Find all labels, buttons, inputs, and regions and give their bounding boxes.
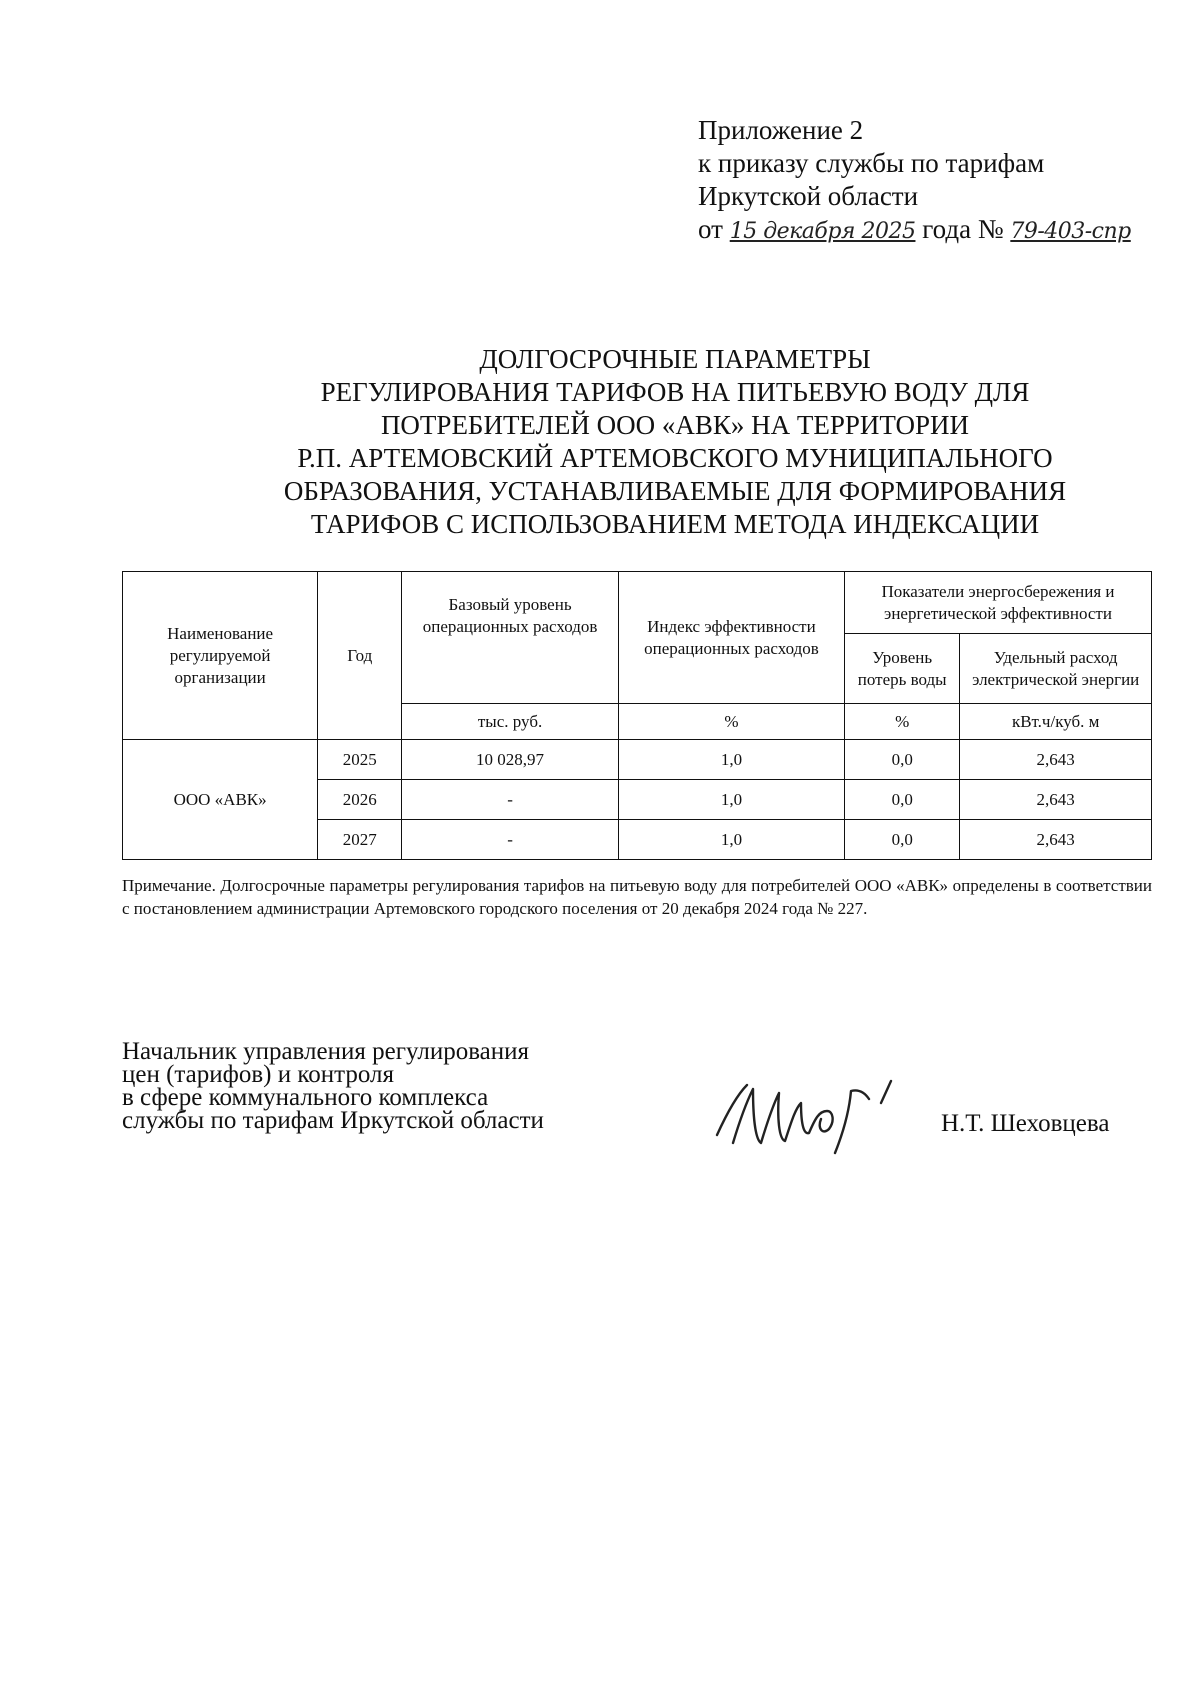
title-line: ДОЛГОСРОЧНЫЕ ПАРАМЕТРЫ [479,344,871,374]
position-line: цен (тарифов) и контроля [122,1061,394,1088]
table-row [123,740,1152,780]
handwritten-date: 15 декабря 2025 [729,219,916,244]
index-cell: 1,0 [618,820,844,860]
org-name-cell: ООО «АВК» [123,740,318,860]
header-base-costs: Базовый уровень операционных расходов [402,572,619,704]
unit-base: тыс. руб. [402,704,619,740]
index-cell: 1,0 [618,740,844,780]
position-line: службы по тарифам Иркутской области [122,1107,544,1134]
title-line: РЕГУЛИРОВАНИЯ ТАРИФОВ НА ПИТЬЕВУЮ ВОДУ ДЛЯ [320,377,1030,407]
header-water-loss: Уровень потерь воды [845,634,960,704]
year-cell: 2027 [318,820,402,860]
appendix-line-1: Приложение 2 [698,115,864,145]
title-line: ОБРАЗОВАНИЯ, УСТАНАВЛИВАЕМЫЕ ДЛЯ ФОРМИРОВАНИЯ [283,476,1067,506]
loss-cell: 0,0 [845,820,960,860]
handwritten-signature [703,1063,923,1163]
year-cell: 2025 [318,740,402,780]
parameters-table [122,571,1152,860]
energy-cell: 2,643 [960,780,1152,820]
base-cell: - [402,820,619,860]
energy-cell: 2,643 [960,740,1152,780]
unit-energy: кВт.ч/куб. м [960,704,1152,740]
table-header-row [123,572,1152,634]
document-title [250,343,1100,541]
date-prefix: от [698,214,723,244]
table-note: Примечание. Долгосрочные параметры регулирования тарифов на питьевую воду для потребителей ООО «АВК» определены в соответствии с постановлением администрации Артемовского городского поселения от 20 декабря 2024 года № 227. [122,876,1152,918]
date-suffix: года № [922,214,1004,244]
position-line: в сфере коммунального комплекса [122,1084,489,1111]
header-org: Наименование регулируемой организации [123,572,318,740]
appendix-line-3: Иркутской области [698,181,919,211]
handwritten-number: 79-403-спр [1010,219,1131,244]
title-line: ПОТРЕБИТЕЛЕЙ ООО «АВК» НА ТЕРРИТОРИИ [380,410,970,440]
title-line: ТАРИФОВ С ИСПОЛЬЗОВАНИЕМ МЕТОДА ИНДЕКСАЦИИ [310,509,1040,539]
signatory-position [122,1040,544,1132]
loss-cell: 0,0 [845,780,960,820]
index-cell: 1,0 [618,780,844,820]
position-line: Начальник управления регулирования [122,1038,530,1065]
energy-cell: 2,643 [960,820,1152,860]
appendix-line-2: к приказу службы по тарифам [698,148,1045,178]
unit-loss: % [845,704,960,740]
year-cell: 2026 [318,780,402,820]
loss-cell: 0,0 [845,740,960,780]
base-cell: 10 028,97 [402,740,619,780]
signatory-name: Н.Т. Шеховцева [941,1110,1110,1137]
header-year: Год [318,572,402,740]
appendix-date-line [698,213,1131,248]
unit-index: % [618,704,844,740]
header-energy-group: Показатели энергосбережения и энергетической эффективности [845,572,1152,634]
title-line: Р.П. АРТЕМОВСКИЙ АРТЕМОВСКОГО МУНИЦИПАЛЬНОГО [297,443,1053,473]
header-efficiency-index: Индекс эффективности операционных расходов [618,572,844,704]
base-cell: - [402,780,619,820]
header-energy-consumption: Удельный расход электрической энергии [960,634,1152,704]
appendix-header [698,114,1131,248]
